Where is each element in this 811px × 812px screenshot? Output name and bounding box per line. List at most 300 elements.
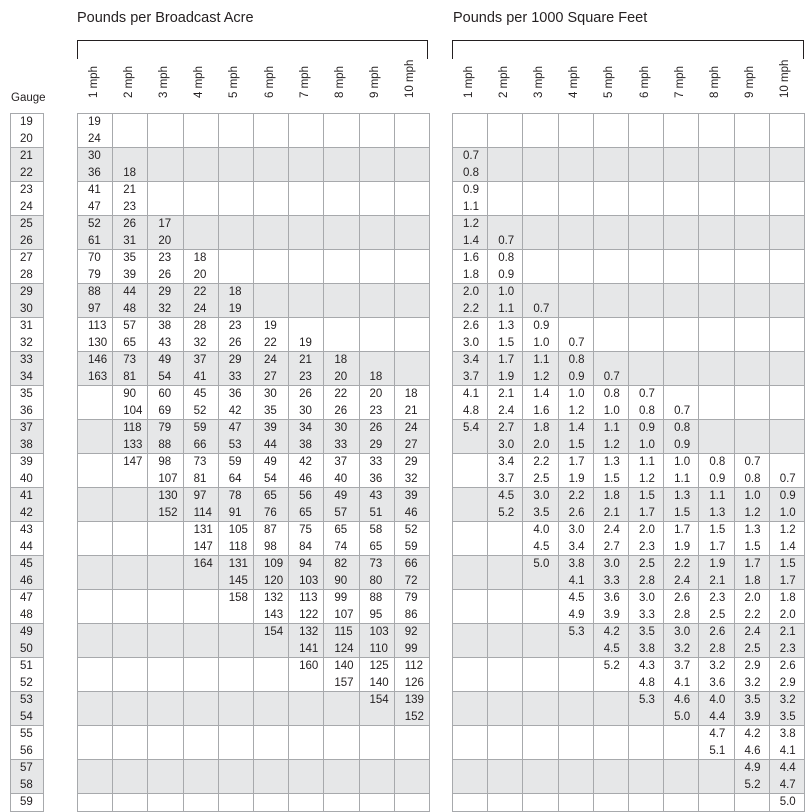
gauge-row bbox=[11, 114, 44, 148]
cell-value: 1.4 bbox=[463, 234, 479, 247]
cell-value bbox=[229, 216, 253, 233]
cell-value: 146 bbox=[88, 354, 108, 366]
cell-value: 39 bbox=[263, 422, 277, 434]
cell-value bbox=[569, 114, 593, 131]
cell-value bbox=[405, 318, 429, 335]
cell-value bbox=[498, 216, 522, 233]
cell-value: 3.9 bbox=[603, 608, 620, 621]
table-cell bbox=[488, 250, 523, 284]
table-cell bbox=[148, 420, 183, 454]
table-cell bbox=[664, 454, 699, 488]
cell-value bbox=[745, 199, 769, 216]
cell-value bbox=[533, 777, 557, 794]
cell-value: 39 bbox=[404, 490, 418, 502]
table-cell bbox=[769, 488, 804, 522]
cell-value bbox=[88, 607, 112, 624]
table-cell bbox=[218, 114, 253, 148]
gauge-value: 41 bbox=[20, 490, 33, 502]
gauge-cell bbox=[11, 556, 44, 590]
cell-value: 24 bbox=[193, 302, 207, 315]
cell-value bbox=[709, 420, 733, 437]
cell-value: 4.5 bbox=[533, 540, 550, 553]
cell-value: 99 bbox=[334, 592, 348, 604]
table-cell bbox=[664, 794, 699, 812]
cell-value: 1.3 bbox=[603, 456, 620, 468]
table-cell bbox=[664, 556, 699, 590]
cell-value: 92 bbox=[404, 626, 418, 638]
cell-value bbox=[264, 641, 288, 658]
cell-value: 114 bbox=[193, 506, 212, 519]
cell-value bbox=[533, 216, 557, 233]
table-cell bbox=[593, 658, 628, 692]
table-cell bbox=[113, 590, 148, 624]
cell-value bbox=[229, 692, 253, 709]
cell-value bbox=[405, 216, 429, 233]
cell-value bbox=[264, 709, 288, 726]
cell-value bbox=[405, 284, 429, 301]
cell-value: 1.0 bbox=[533, 336, 550, 349]
cell-value bbox=[229, 658, 253, 675]
cell-value: 78 bbox=[228, 490, 242, 502]
cell-value bbox=[123, 794, 147, 811]
cell-value: 2.0 bbox=[638, 524, 655, 536]
gauge-row bbox=[11, 522, 44, 556]
table-cell bbox=[324, 284, 359, 318]
cell-value bbox=[334, 284, 358, 301]
cell-value: 1.8 bbox=[779, 592, 796, 604]
cell-value bbox=[194, 794, 218, 811]
cell-value: 42 bbox=[228, 404, 242, 417]
cell-value bbox=[88, 743, 112, 760]
cell-value bbox=[709, 216, 733, 233]
cell-value bbox=[463, 726, 487, 743]
gauge-cell bbox=[11, 386, 44, 420]
cell-value: 20 bbox=[193, 268, 207, 281]
table-cell bbox=[558, 216, 593, 250]
table-cell bbox=[324, 760, 359, 794]
gauge-value: 31 bbox=[20, 320, 33, 332]
table-cell bbox=[183, 454, 218, 488]
table-cell bbox=[359, 794, 394, 812]
cell-value bbox=[158, 641, 182, 658]
cell-value bbox=[158, 165, 182, 182]
table-row bbox=[78, 386, 430, 420]
cell-value: 3.4 bbox=[463, 354, 479, 366]
cell-value: 0.8 bbox=[463, 166, 479, 179]
cell-value bbox=[334, 726, 358, 743]
cell-value: 23 bbox=[123, 200, 136, 213]
table-cell bbox=[394, 556, 429, 590]
speed-label: 6 mph bbox=[638, 66, 651, 98]
table-cell bbox=[664, 250, 699, 284]
cell-value bbox=[123, 114, 147, 131]
gauge-row bbox=[11, 182, 44, 216]
table-row bbox=[453, 284, 805, 318]
table-cell bbox=[253, 114, 288, 148]
cell-value bbox=[405, 726, 429, 743]
cell-value: 3.3 bbox=[638, 608, 655, 621]
speed-label: 4 mph bbox=[568, 66, 581, 98]
cell-value: 2.4 bbox=[603, 524, 620, 536]
cell-value bbox=[709, 403, 733, 420]
table-cell bbox=[593, 488, 628, 522]
cell-value bbox=[498, 777, 522, 794]
speed-label: 6 mph bbox=[263, 66, 276, 98]
table-cell bbox=[324, 624, 359, 658]
table-cell bbox=[289, 760, 324, 794]
cell-value bbox=[264, 267, 288, 284]
cell-value bbox=[370, 131, 394, 148]
right-header-bracket bbox=[452, 40, 804, 59]
table-cell bbox=[183, 488, 218, 522]
cell-value: 164 bbox=[193, 558, 213, 570]
cell-value bbox=[498, 182, 522, 199]
cell-value bbox=[745, 165, 769, 182]
cell-value bbox=[405, 114, 429, 131]
table-cell bbox=[78, 488, 113, 522]
cell-value bbox=[88, 675, 112, 692]
cell-value: 3.0 bbox=[603, 558, 620, 570]
cell-value: 1.2 bbox=[463, 218, 479, 230]
table-cell bbox=[664, 624, 699, 658]
cell-value bbox=[709, 267, 733, 284]
table-row bbox=[453, 624, 805, 658]
cell-value bbox=[158, 539, 182, 556]
table-cell bbox=[359, 114, 394, 148]
table-cell bbox=[593, 794, 628, 812]
cell-value bbox=[639, 318, 663, 335]
table-cell bbox=[394, 488, 429, 522]
cell-value bbox=[533, 675, 557, 692]
table-cell bbox=[218, 488, 253, 522]
cell-value: 4.6 bbox=[674, 694, 691, 706]
table-cell bbox=[664, 114, 699, 148]
table-cell bbox=[359, 148, 394, 182]
table-cell bbox=[148, 318, 183, 352]
cell-value bbox=[709, 318, 733, 335]
table-cell bbox=[593, 556, 628, 590]
cell-value: 113 bbox=[299, 592, 318, 604]
table-cell bbox=[734, 148, 769, 182]
cell-value bbox=[674, 199, 698, 216]
cell-value: 2.5 bbox=[709, 608, 726, 621]
cell-value bbox=[299, 233, 323, 250]
cell-value: 2.0 bbox=[463, 286, 479, 298]
cell-value: 46 bbox=[404, 506, 418, 519]
cell-value: 1.5 bbox=[779, 558, 796, 570]
table-cell bbox=[628, 692, 663, 726]
cell-value bbox=[604, 148, 628, 165]
gauge-value: 50 bbox=[20, 642, 33, 655]
cell-value bbox=[194, 114, 218, 131]
gauge-value: 55 bbox=[20, 728, 33, 740]
cell-value: 79 bbox=[88, 268, 101, 281]
cell-value bbox=[780, 284, 804, 301]
table-cell bbox=[148, 692, 183, 726]
cell-value bbox=[709, 148, 733, 165]
cell-value: 32 bbox=[404, 472, 418, 485]
cell-value bbox=[194, 726, 218, 743]
table-cell bbox=[78, 182, 113, 216]
table-cell bbox=[289, 182, 324, 216]
cell-value: 1.0 bbox=[674, 456, 691, 468]
cell-value: 1.7 bbox=[779, 574, 796, 587]
cell-value: 2.2 bbox=[674, 558, 691, 570]
cell-value: 3.0 bbox=[498, 438, 515, 451]
table-cell bbox=[78, 794, 113, 812]
table-cell bbox=[394, 250, 429, 284]
cell-value bbox=[405, 250, 429, 267]
cell-value: 1.0 bbox=[779, 506, 796, 519]
table-cell bbox=[218, 386, 253, 420]
cell-value: 73 bbox=[369, 558, 383, 570]
cell-value: 2.3 bbox=[779, 642, 796, 655]
table-row bbox=[78, 556, 430, 590]
gauge-value: 51 bbox=[20, 660, 33, 672]
table-row bbox=[78, 284, 430, 318]
cell-value: 140 bbox=[334, 660, 354, 672]
table-cell bbox=[253, 488, 288, 522]
cell-value: 1.4 bbox=[533, 388, 550, 400]
cell-value: 60 bbox=[158, 388, 172, 400]
cell-value bbox=[639, 777, 663, 794]
cell-value: 0.7 bbox=[463, 150, 479, 162]
table-cell bbox=[488, 284, 523, 318]
cell-value: 122 bbox=[299, 608, 319, 621]
table-cell bbox=[113, 794, 148, 812]
cell-value: 36 bbox=[228, 388, 242, 400]
cell-value bbox=[674, 165, 698, 182]
table-row bbox=[453, 114, 805, 148]
cell-value bbox=[123, 488, 147, 505]
cell-value bbox=[123, 590, 147, 607]
cell-value bbox=[88, 658, 112, 675]
cell-value: 4.9 bbox=[568, 608, 585, 621]
cell-value: 94 bbox=[299, 558, 312, 570]
cell-value: 4.4 bbox=[709, 710, 726, 723]
cell-value: 1.9 bbox=[568, 472, 585, 485]
table-cell bbox=[488, 590, 523, 624]
cell-value bbox=[370, 216, 394, 233]
cell-value bbox=[194, 641, 218, 658]
table-cell bbox=[453, 590, 488, 624]
cell-value: 112 bbox=[404, 660, 424, 672]
table-cell bbox=[289, 250, 324, 284]
gauge-row bbox=[11, 454, 44, 488]
cell-value bbox=[780, 199, 804, 216]
cell-value: 2.3 bbox=[709, 592, 726, 604]
cell-value bbox=[780, 454, 804, 471]
speed-label: 7 mph bbox=[673, 66, 686, 98]
cell-value: 4.1 bbox=[674, 676, 691, 689]
cell-value: 57 bbox=[334, 506, 348, 519]
cell-value bbox=[229, 607, 253, 624]
cell-value: 2.4 bbox=[674, 574, 691, 587]
cell-value: 5.3 bbox=[638, 694, 655, 706]
right-table-title: Pounds per 1000 Square Feet bbox=[453, 10, 648, 26]
cell-value: 88 bbox=[88, 286, 101, 298]
table-cell bbox=[523, 284, 558, 318]
table-cell bbox=[699, 556, 734, 590]
cell-value bbox=[498, 760, 522, 777]
cell-value: 5.0 bbox=[533, 558, 550, 570]
table-cell bbox=[769, 692, 804, 726]
cell-value: 2.0 bbox=[779, 608, 796, 621]
table-cell bbox=[253, 318, 288, 352]
cell-value: 1.0 bbox=[603, 404, 620, 417]
cell-value bbox=[533, 760, 557, 777]
cell-value bbox=[604, 267, 628, 284]
table-cell bbox=[699, 488, 734, 522]
cell-value bbox=[88, 539, 112, 556]
table-cell bbox=[324, 216, 359, 250]
cell-value: 1.2 bbox=[603, 438, 620, 451]
table-cell bbox=[769, 590, 804, 624]
cell-value: 2.8 bbox=[674, 608, 691, 621]
gauge-cell bbox=[11, 148, 44, 182]
cell-value: 91 bbox=[228, 506, 242, 519]
cell-value bbox=[194, 607, 218, 624]
cell-value bbox=[88, 624, 112, 641]
table-row bbox=[453, 148, 805, 182]
cell-value bbox=[639, 726, 663, 743]
table-cell bbox=[699, 590, 734, 624]
cell-value: 113 bbox=[88, 320, 107, 332]
cell-value bbox=[604, 777, 628, 794]
cell-value bbox=[123, 726, 147, 743]
cell-value: 34 bbox=[299, 422, 312, 434]
table-cell bbox=[289, 624, 324, 658]
cell-value: 24 bbox=[404, 422, 418, 434]
cell-value bbox=[88, 454, 112, 471]
cell-value: 2.9 bbox=[779, 676, 796, 689]
cell-value bbox=[299, 726, 323, 743]
cell-value bbox=[158, 114, 182, 131]
cell-value bbox=[533, 114, 557, 131]
cell-value bbox=[569, 148, 593, 165]
table-cell bbox=[558, 726, 593, 760]
cell-value bbox=[604, 199, 628, 216]
table-cell bbox=[394, 692, 429, 726]
gauge-value: 43 bbox=[20, 524, 33, 536]
table-cell bbox=[699, 182, 734, 216]
cell-value bbox=[158, 522, 182, 539]
cell-value bbox=[334, 148, 358, 165]
cell-value bbox=[194, 760, 218, 777]
table-cell bbox=[78, 760, 113, 794]
cell-value bbox=[604, 182, 628, 199]
cell-value: 44 bbox=[123, 286, 136, 298]
cell-value bbox=[370, 182, 394, 199]
gauge-cell bbox=[11, 726, 44, 760]
cell-value: 110 bbox=[369, 642, 388, 655]
pounds-per-1000-sqft-table bbox=[452, 113, 805, 812]
cell-value bbox=[463, 114, 487, 131]
cell-value bbox=[498, 556, 522, 573]
cell-value bbox=[88, 726, 112, 743]
cell-value bbox=[745, 284, 769, 301]
cell-value: 152 bbox=[404, 710, 424, 723]
cell-value: 59 bbox=[193, 422, 207, 434]
cell-value bbox=[674, 114, 698, 131]
table-cell bbox=[183, 590, 218, 624]
gauge-value: 22 bbox=[20, 166, 33, 179]
cell-value: 52 bbox=[193, 404, 207, 417]
cell-value: 47 bbox=[88, 200, 101, 213]
cell-value: 1.4 bbox=[568, 422, 585, 434]
table-cell bbox=[628, 726, 663, 760]
cell-value: 1.0 bbox=[568, 388, 585, 400]
cell-value: 1.3 bbox=[498, 320, 515, 332]
cell-value bbox=[674, 760, 698, 777]
table-cell bbox=[289, 284, 324, 318]
cell-value bbox=[194, 590, 218, 607]
cell-value: 22 bbox=[193, 286, 207, 298]
table-cell bbox=[593, 318, 628, 352]
table-cell bbox=[289, 794, 324, 812]
table-cell bbox=[453, 488, 488, 522]
cell-value bbox=[745, 131, 769, 148]
cell-value bbox=[123, 471, 147, 488]
table-cell bbox=[183, 352, 218, 386]
cell-value bbox=[569, 777, 593, 794]
cell-value: 0.9 bbox=[674, 438, 691, 451]
gauge-cell bbox=[11, 488, 44, 522]
table-cell bbox=[628, 794, 663, 812]
cell-value: 59 bbox=[404, 540, 418, 553]
table-cell bbox=[734, 114, 769, 148]
table-cell bbox=[218, 454, 253, 488]
cell-value: 3.5 bbox=[779, 710, 796, 723]
table-cell bbox=[593, 420, 628, 454]
table-cell bbox=[523, 216, 558, 250]
cell-value bbox=[780, 437, 804, 454]
table-cell bbox=[183, 386, 218, 420]
cell-value: 4.8 bbox=[638, 676, 655, 689]
cell-value bbox=[639, 165, 663, 182]
table-cell bbox=[113, 692, 148, 726]
cell-value bbox=[745, 216, 769, 233]
speed-label: 7 mph bbox=[298, 66, 311, 98]
table-cell bbox=[699, 522, 734, 556]
table-cell bbox=[453, 386, 488, 420]
table-cell bbox=[628, 488, 663, 522]
table-cell bbox=[488, 556, 523, 590]
cell-value: 18 bbox=[193, 252, 207, 264]
cell-value bbox=[229, 760, 253, 777]
table-cell bbox=[488, 522, 523, 556]
table-cell bbox=[628, 386, 663, 420]
table-cell bbox=[699, 692, 734, 726]
cell-value: 2.1 bbox=[498, 388, 515, 400]
table-cell bbox=[664, 726, 699, 760]
table-cell bbox=[664, 590, 699, 624]
table-cell bbox=[453, 318, 488, 352]
cell-value bbox=[334, 743, 358, 760]
cell-value bbox=[88, 488, 112, 505]
gauge-value: 30 bbox=[20, 302, 33, 315]
table-cell bbox=[183, 556, 218, 590]
cell-value bbox=[498, 148, 522, 165]
cell-value bbox=[709, 250, 733, 267]
table-cell bbox=[359, 692, 394, 726]
cell-value: 2.0 bbox=[533, 438, 550, 451]
table-cell bbox=[359, 250, 394, 284]
cell-value: 20 bbox=[369, 388, 383, 400]
table-cell bbox=[558, 454, 593, 488]
cell-value: 79 bbox=[404, 592, 418, 604]
cell-value bbox=[745, 403, 769, 420]
